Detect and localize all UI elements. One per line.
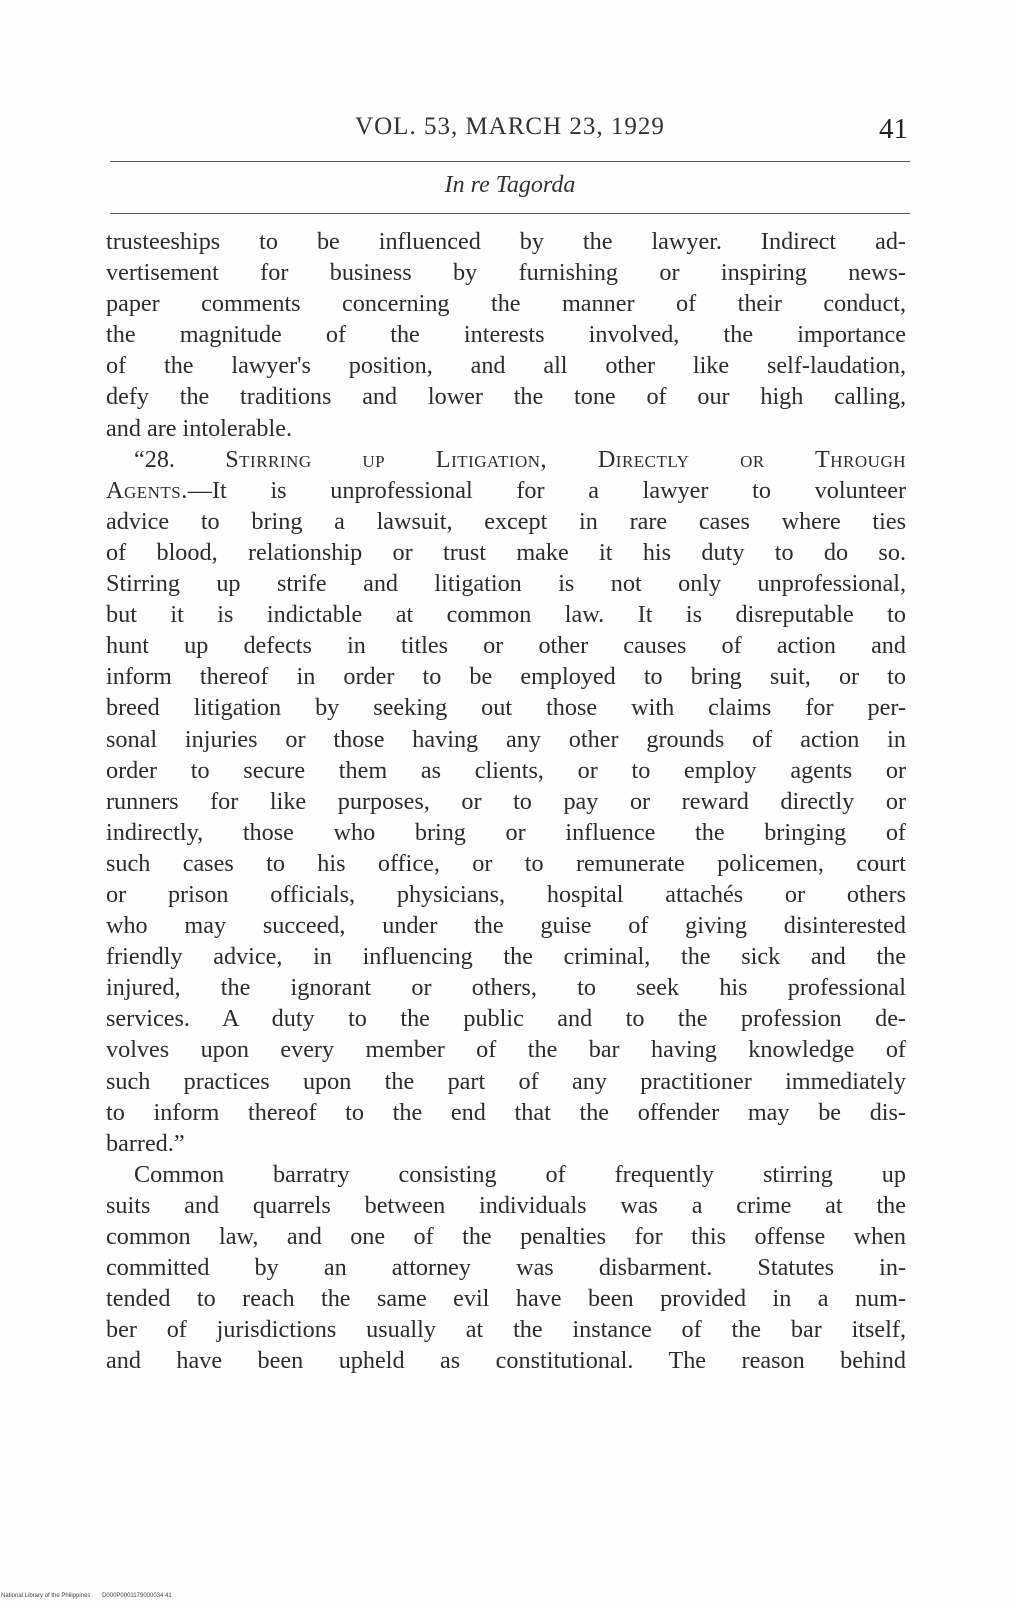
text-line: committed by an attorney was disbarment. Statutes in- [106, 1254, 906, 1282]
text-line: defy the traditions and lower the tone of our high calling, [106, 383, 906, 411]
text-line: vertisement for business by furnishing or inspiring news- [106, 259, 906, 287]
text-line: of the lawyer's position, and all other like self-laudation, [106, 352, 906, 380]
text-line: suits and quarrels between individuals was a crime at the [106, 1191, 906, 1219]
canon-heading-line [106, 475, 906, 506]
text-line: Common barratry consisting of frequently stirring up [134, 1160, 906, 1188]
text-line: volves upon every member of the bar having knowledge of [106, 1036, 906, 1064]
text-line: ber of jurisdictions usually at the instance of the bar itself, [106, 1316, 906, 1344]
text-line: runners for like purposes, or to pay or reward directly or [106, 787, 906, 815]
text-line: inform thereof in order to be employed to bring suit, or to [106, 663, 906, 691]
text-line: tended to reach the same evil have been provided in a num- [106, 1285, 906, 1313]
text-line: such practices upon the part of any practitioner immediately [106, 1067, 906, 1095]
text-line: the magnitude of the interests involved, the importance [106, 321, 906, 349]
page-number: 41 [879, 113, 908, 145]
text-line: common law, and one of the penalties for this offense when [106, 1223, 906, 1250]
body-text [106, 226, 906, 1376]
text-line: hunt up defects in titles or other causes of action and [106, 632, 906, 660]
text-line: paper comments concerning the manner of their conduct, [106, 290, 906, 318]
canon-text: —It is unprofessional for a lawyer to volunteer [187, 476, 906, 504]
text-line: Stirring up strife and litigation is not only unprofessional, [106, 570, 906, 598]
header-rule-bottom [110, 213, 910, 214]
header-rule-top [110, 161, 910, 162]
text-line: indirectly, those who bring or influence the bringing of [106, 818, 906, 846]
canon-heading-caps: Agents. [106, 476, 188, 504]
scan-code: D000P0001179000034 41 [102, 1593, 172, 1599]
page-header [110, 113, 910, 157]
text-line: barred.” [106, 1129, 185, 1157]
text-line: trusteeships to be influenced by the lawyer. Indirect ad- [106, 228, 906, 255]
text-line: and have been upheld as constitutional. The reason behind [106, 1347, 906, 1375]
canon-number: “28. [134, 445, 175, 473]
running-title: VOL. 53, MARCH 23, 1929 [355, 113, 665, 140]
text-line: to inform thereof to the end that the offender may be dis- [106, 1098, 906, 1126]
text-line: services. A duty to the public and to the profession de- [106, 1005, 906, 1033]
text-line: injured, the ignorant or others, to seek his professional [106, 974, 906, 1002]
canon-heading-line [106, 444, 906, 475]
text-line: such cases to his office, or to remunerate policemen, court [106, 849, 906, 877]
text-line: and are intolerable. [106, 414, 293, 442]
text-line: friendly advice, in influencing the criminal, the sick and the [106, 943, 906, 971]
canon-heading: Stirring up Litigation, Directly or Through [225, 445, 906, 473]
text-line: advice to bring a lawsuit, except in rare cases where ties [106, 507, 906, 535]
text-line: who may succeed, under the guise of giving disinterested [106, 912, 906, 940]
text-line: of blood, relationship or trust make it his duty to do so. [106, 538, 906, 566]
text-line: order to secure them as clients, or to employ agents or [106, 756, 906, 784]
library-credit: National Library of the Philippines [1, 1593, 91, 1599]
text-line: breed litigation by seeking out those with claims for per- [106, 694, 906, 722]
text-line: sonal injuries or those having any other grounds of action in [106, 725, 906, 753]
text-line: but it is indictable at common law. It is disreputable to [106, 601, 906, 629]
scan-footer [1, 1593, 182, 1599]
text-line: or prison officials, physicians, hospital attachés or others [106, 880, 906, 908]
case-title: In re Tagorda [444, 172, 576, 198]
